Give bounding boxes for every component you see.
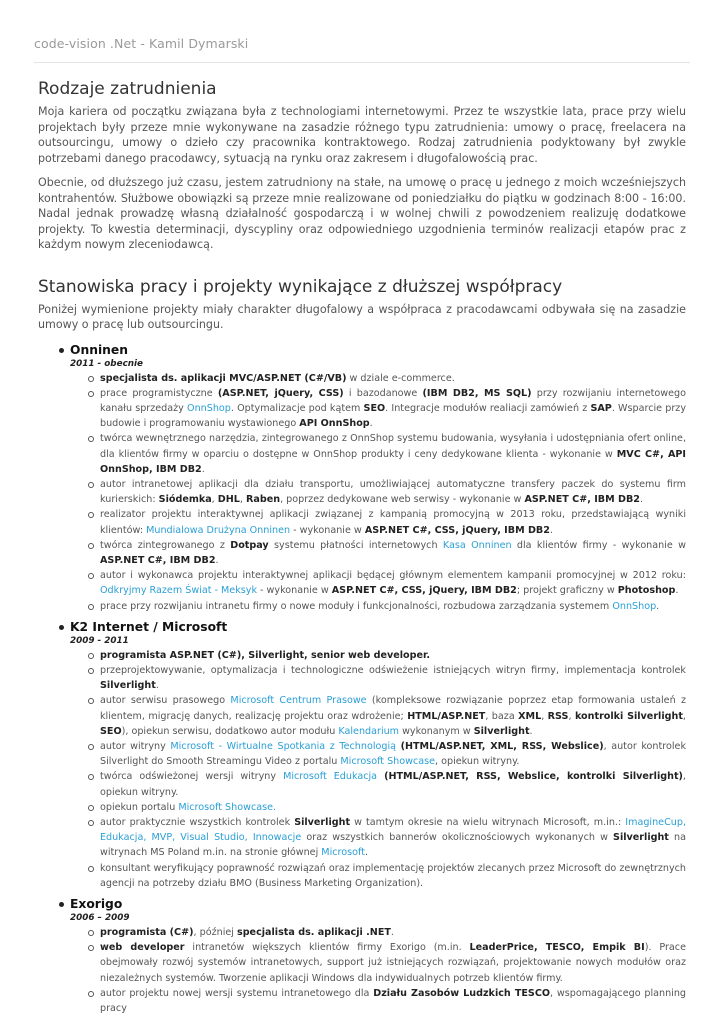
task-text: . xyxy=(201,463,205,475)
task-text: - wykonanie w xyxy=(257,585,332,597)
task-item xyxy=(100,986,686,1016)
bullet-circle-icon xyxy=(88,945,94,951)
bold-term: HTML/ASP.NET xyxy=(407,710,486,722)
bold-term: LeaderPrice, TESCO, Empik BI xyxy=(469,942,645,954)
bold-term: RSS xyxy=(547,710,569,722)
project-link[interactable]: OnnShop xyxy=(612,600,657,612)
company-name: Onninen xyxy=(70,342,129,357)
task-text: ). Prace obejmowały rozwój systemów intranetowych, support już istniejących rozwiązań, projektowanie nowych modułów oraz niezależnych systemów. Tworzenie aplikacji Windows dla indywidualnych potrzeb klientów firmy. xyxy=(100,942,686,984)
company-period: 2009 - 2011 xyxy=(70,635,129,646)
bold-term: API OnnShop xyxy=(299,418,370,430)
task-text: twórca wewnętrznego narzędzia, zintegrowanego z OnnShop systemu budowania, wysyłania i udostępniania ofert online, dla klientów firmy w oparciu o dostępne w OnnShop produkty i ceny dedykowane klienta - wykonanie w xyxy=(100,433,686,460)
task-text: , xyxy=(541,710,548,722)
task-item xyxy=(100,477,686,507)
bullet-circle-icon xyxy=(88,866,94,872)
task-item xyxy=(100,538,686,568)
page-content xyxy=(38,78,686,1021)
task-text: autor serwisu prasowego xyxy=(100,695,231,707)
bold-term: specjalista ds. aplikacji .NET xyxy=(236,927,391,938)
task-item xyxy=(100,386,686,432)
task-text: , opiekun witryny. xyxy=(100,771,686,798)
bullet-circle-icon xyxy=(88,820,94,826)
bullet-circle-icon xyxy=(88,991,94,997)
task-text: oraz wszystkich bannerów okolicznościowych wykonanych w xyxy=(301,832,614,844)
task-text: . xyxy=(549,524,553,536)
task-item xyxy=(100,925,686,940)
task-text: twórca zintegrowanego z xyxy=(100,539,231,551)
bullet-disc-icon xyxy=(59,348,64,353)
task-text: systemu płatności internetowych xyxy=(268,539,443,551)
task-text: autor projektu nowej wersji systemu intranetowego dla xyxy=(100,987,374,999)
company-period: 2006 – 2009 xyxy=(70,913,130,923)
bold-term: Działu Zasobów Ludzkich TESCO xyxy=(373,987,551,999)
task-item xyxy=(100,648,686,663)
task-text: w dziale e-commerce. xyxy=(346,372,455,384)
task-item xyxy=(100,599,686,614)
task-text: . xyxy=(369,418,373,430)
task-text: , później xyxy=(193,927,237,938)
company-item xyxy=(38,896,686,1016)
bullet-circle-icon xyxy=(88,774,94,780)
bold-term: web developer xyxy=(100,942,185,954)
bold-term: (HTML/ASP.NET, RSS, Webslice, kontrolki Silverlight) xyxy=(384,771,683,783)
task-text: prace przy rozwijaniu intranetu firmy o nowe moduły i funkcjonalności, rozbudowa zarządzania systemem xyxy=(100,600,613,612)
bullet-circle-icon xyxy=(88,391,94,397)
bold-term: Raben xyxy=(246,494,281,506)
task-text: . xyxy=(529,725,533,737)
project-link[interactable]: Kasa Onninen xyxy=(442,539,512,551)
task-text: przeprojektowywanie, optymalizacja i technologiczne odświeżenie istniejących witryn firmy, implementacja kontrolek xyxy=(100,664,686,676)
project-link[interactable]: Kalendarium xyxy=(338,725,400,737)
bold-term: programista ASP.NET (C#), Silverlight, senior web developer. xyxy=(100,649,430,661)
project-link[interactable]: Microsoft - Wirtualne Spotkania z Technologią xyxy=(170,740,396,752)
task-text: . xyxy=(656,600,660,612)
task-text: , wspomagającego planning pracy xyxy=(100,987,687,1015)
task-item xyxy=(100,693,686,739)
project-link[interactable]: Microsoft Showcase xyxy=(340,756,436,768)
task-item xyxy=(100,800,686,815)
bullet-circle-icon xyxy=(88,482,94,488)
bold-term: Dotpay xyxy=(230,539,269,551)
task-text: w tamtym okresie na wielu witrynach Microsoft, m.in.: xyxy=(350,816,626,828)
bold-term: SEO xyxy=(363,402,386,414)
bold-term: (HTML/ASP.NET, XML, RSS, Webslice) xyxy=(400,740,604,752)
task-item xyxy=(100,861,686,891)
project-link[interactable]: Microsoft Showcase. xyxy=(178,801,277,813)
task-text: . xyxy=(155,680,159,692)
bullet-circle-icon xyxy=(88,930,94,936)
bullet-circle-icon xyxy=(88,436,94,442)
task-text: realizator projektu interaktywnej aplikacji związanej z kampanią promocyjną w 2013 roku, przedstawiającą wyniki klientów: xyxy=(100,509,686,536)
bold-term: Photoshop xyxy=(617,585,676,597)
bold-term: programista (C#) xyxy=(100,927,194,938)
bullet-circle-icon xyxy=(88,653,94,659)
task-text: , xyxy=(568,710,575,722)
bold-term: ASP.NET C#, IBM DB2 xyxy=(524,494,640,506)
task-text: twórca odświeżonej wersji witryny xyxy=(100,771,284,783)
bullet-circle-icon xyxy=(88,744,94,750)
task-text: . Wsparcie przy budowie i programowaniu wystawionego xyxy=(100,402,686,430)
bullet-circle-icon xyxy=(88,376,94,382)
task-item xyxy=(100,815,686,861)
company-name: Exorigo xyxy=(70,897,123,911)
bold-term: Silverlight xyxy=(100,680,156,692)
task-text: ; projekt graficzny w xyxy=(516,585,618,597)
task-text: . xyxy=(639,494,643,506)
task-text: , xyxy=(211,494,218,506)
task-text: prace programistyczne xyxy=(100,387,218,399)
bullet-circle-icon xyxy=(88,573,94,579)
bullet-disc-icon xyxy=(59,625,64,630)
project-link[interactable]: Microsoft Centrum Prasowe xyxy=(230,695,367,707)
company-period: 2011 - obecnie xyxy=(70,358,144,369)
bold-term: Silverlight xyxy=(294,816,351,828)
bullet-circle-icon xyxy=(88,805,94,811)
bold-term: kontrolki Silverlight xyxy=(574,710,683,722)
bold-term: SEO xyxy=(100,725,122,737)
task-text: . xyxy=(364,847,369,859)
task-list xyxy=(70,648,686,891)
company-item xyxy=(38,342,686,614)
bold-term: specjalista ds. aplikacji MVC/ASP.NET (C#/VB) xyxy=(100,372,347,384)
bold-term: DHL xyxy=(217,494,240,506)
bullet-circle-icon xyxy=(88,543,94,549)
task-text: . xyxy=(675,585,679,597)
bold-term: MVC C#, API OnnShop, IBM DB2 xyxy=(100,448,686,475)
bold-term: Siódemka xyxy=(158,494,212,506)
task-text: wykonanym w xyxy=(399,725,474,737)
bold-term: (ASP.NET, jQuery, CSS) xyxy=(217,387,344,399)
bold-term: ASP.NET C#, CSS, jQuery, IBM DB2 xyxy=(331,585,517,597)
project-link[interactable]: ImagineCup, Edukacja, MVP, Visual Studio, Innowacje xyxy=(100,816,686,844)
task-item xyxy=(100,431,686,477)
bullet-circle-icon xyxy=(88,604,94,610)
task-list xyxy=(70,371,686,614)
bold-term: ASP.NET C#, IBM DB2 xyxy=(100,554,216,566)
task-list xyxy=(70,925,686,1016)
paragraph-career: Moja kariera od początku związana była z technologiami internetowymi. Przez te wszystkie lata, prace przy wielu projektach były przeze mnie wykonywane na zasadzie różnego typu zatrudnienia: umowy o pracę, freelacera na outsourcingu, umowy o dzieło czy pracownika kontraktowego. Rodzaj zatrudnienia podyktowany był zwykle potrzebami danego pracodawcy, sytuacją na rynku oraz zakresem i długofalowością prac. xyxy=(38,105,686,165)
task-text: dla klientów firmy - wykonanie w xyxy=(511,539,686,551)
site-header-title: code-vision .Net - Kamil Dymarski xyxy=(34,36,249,51)
bold-term: Silverlight xyxy=(613,832,669,844)
bold-term: Silverlight xyxy=(473,725,530,737)
bold-term: (IBM DB2, MS SQL) xyxy=(422,387,532,399)
task-text: ), opiekun serwisu, dodatkowo autor modułu xyxy=(121,725,339,737)
project-link[interactable]: Microsoft xyxy=(321,847,365,859)
task-text: . Optymalizacje pod kątem xyxy=(230,402,364,414)
task-item xyxy=(100,568,686,598)
task-text: na witrynach MS Poland m.in. na stronie głównej xyxy=(100,832,686,859)
task-text: przy rozwijaniu internetowego kanału sprzedaży xyxy=(100,387,687,414)
bullet-circle-icon xyxy=(88,668,94,674)
task-text: (kompleksowe rozwiązanie poprzez etap formowania ustaleń z klientem, migrację danych, realizację projektu oraz wdrożenie; xyxy=(100,695,686,722)
company-name: K2 Internet / Microsoft xyxy=(70,619,228,634)
bullet-circle-icon xyxy=(88,698,94,704)
task-text: . xyxy=(215,554,219,566)
bold-term: ASP.NET C#, CSS, jQuery, IBM DB2 xyxy=(364,524,550,536)
project-link[interactable]: Odkryjmy Razem Świat - Meksyk xyxy=(100,585,257,597)
task-item xyxy=(100,507,686,537)
company-item xyxy=(38,619,686,891)
task-item xyxy=(100,940,686,986)
company-list xyxy=(38,342,686,1017)
bullet-circle-icon xyxy=(88,512,94,518)
task-text: . xyxy=(390,927,394,938)
task-text: autor intranetowej aplikacji dla działu transportu, umożliwiającej automatyczne transfery paczek do systemu firm kurierskich: xyxy=(100,478,686,506)
header-divider xyxy=(34,62,690,63)
bullet-disc-icon xyxy=(59,902,64,907)
bold-term: XML xyxy=(518,710,542,722)
task-text: - wykonanie w xyxy=(290,524,365,536)
task-text: autor praktycznie wszystkich kontrolek xyxy=(100,816,295,828)
task-text: konsultant weryfikujący poprawność rozwiązań oraz implementację projektów zlecanych przez Microsoft do zewnętrznych agencji na potrzeby działu BMO (Business Marketing Organization). xyxy=(100,862,686,889)
project-link[interactable]: Mundialowa Drużyna Onninen xyxy=(146,524,291,536)
task-text: , opiekun witryny. xyxy=(435,756,520,768)
task-text: , poprzez dedykowane web serwisy - wykonanie w xyxy=(280,494,525,506)
task-text: autor i wykonawca projektu interaktywnej aplikacji będącej głównym elementem kampanii promocyjnej w 2012 roku: xyxy=(100,570,686,582)
task-item xyxy=(100,739,686,769)
task-text: intranetów większych klientów firmy Exorigo (m.in. xyxy=(184,942,470,954)
task-text: i bazodanowe xyxy=(343,387,423,399)
task-item xyxy=(100,769,686,799)
task-text: opiekun portalu xyxy=(100,801,179,813)
section-title-employment-types: Rodzaje zatrudnienia xyxy=(38,79,217,99)
project-link[interactable]: OnnShop xyxy=(187,402,231,414)
project-link[interactable]: Microsoft Edukacja xyxy=(283,771,378,783)
paragraph-intro: Poniżej wymienione projekty miały charakter długofalowy a współpraca z pracodawcami odbywała się na zasadzie umowy o pracę lub outsourcingu. xyxy=(38,302,686,331)
bold-term: SAP xyxy=(590,402,612,414)
task-item xyxy=(100,663,686,693)
task-text: , baza xyxy=(485,710,519,722)
task-text: . Integracje modułów realiacji zamówień z xyxy=(385,402,591,414)
task-text: autor witryny xyxy=(100,740,171,752)
task-text: , autor kontrolek Silverlight do Smooth Streamingu Video z portalu xyxy=(100,740,686,768)
paragraph-current: Obecnie, od dłuższego już czasu, jestem zatrudniony na stałe, na umowę o pracę u jednego z moich wcześniejszych kontrahentów. Służbowe obowiązki są przeze mnie realizowane od poniedziałku do piątku w godzinach 8:00 - 16:00. Nadal jednak prowadzę własną działalność gospodarczą i w wolnej chwili z powodzeniem realizuję dodatkowe projekty. To kwestia determinacji, dyscypliny oraz odpowiedniego uzgodnienia terminów realizacji etapów prac z każdym nowym zleceniodawcą. xyxy=(38,176,686,251)
task-text: , xyxy=(239,494,246,506)
section-title-positions: Stanowiska pracy i projekty wynikające z dłuższej współpracy xyxy=(38,276,563,297)
task-item xyxy=(100,371,686,386)
task-text: , xyxy=(682,710,686,722)
